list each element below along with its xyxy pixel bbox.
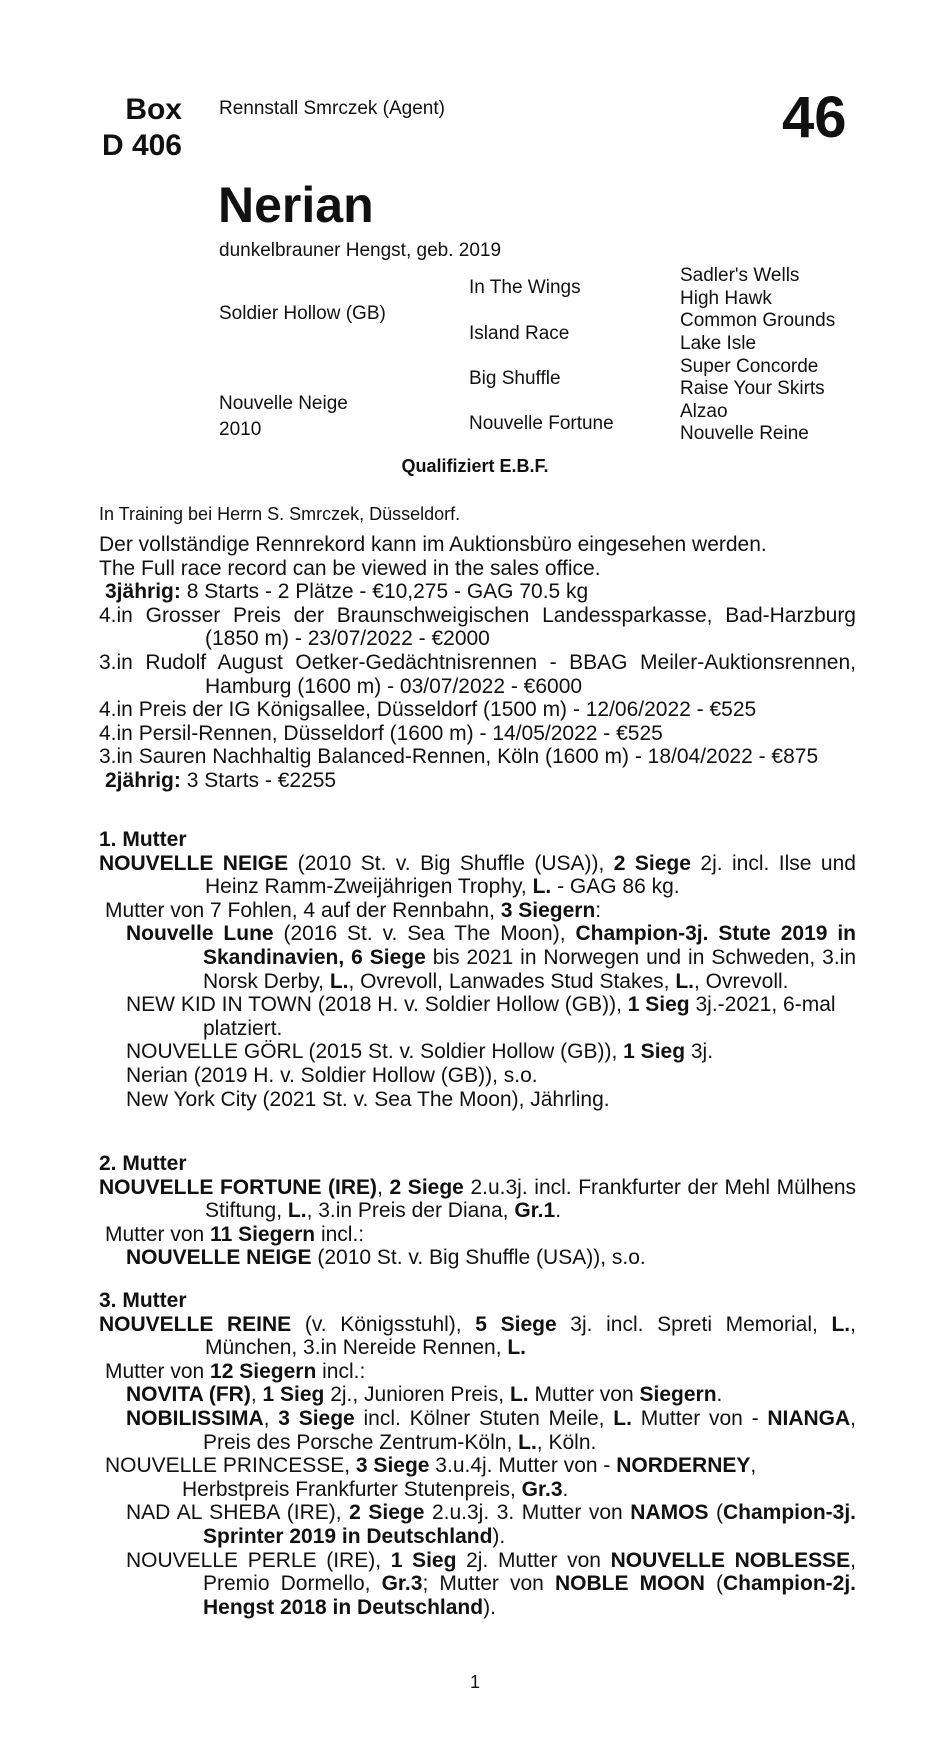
record-3yo: 3jährig: 8 Starts - 2 Plätze - €10,275 - GAG 70.5 kg — [105, 580, 589, 604]
pedigree-g6: Raise Your Skirts — [680, 378, 825, 399]
record-2yo: 2jährig: 3 Starts - €2255 — [105, 768, 337, 792]
produce-summary: Mutter von 7 Fohlen, 4 auf der Rennbahn, 3 Siegern: — [105, 898, 602, 922]
race-line: 3.in Sauren Nachhaltig Balanced-Rennen, Köln (1600 m) - 18/04/2022 - €875 — [99, 745, 819, 769]
produce-line: NOBILISSIMA, 3 Siege incl. Kölner Stuten Meile, L. Mutter von - NIANGA, Preis des Porsche Zentrum-Köln, L., Köln. — [126, 1406, 857, 1454]
pedigree-g4: Lake Isle — [680, 333, 757, 354]
box-label: Box D 406 — [101, 93, 182, 162]
lot-number: 46 — [782, 85, 847, 150]
pedigree-dam-year: 2010 — [219, 419, 262, 440]
race-line: 4.in Preis der IG Königsallee, Düsseldorf (1500 m) - 12/06/2022 - €525 — [99, 698, 757, 722]
pedigree-dam: Nouvelle Neige — [219, 393, 348, 414]
pedigree-dam-dam: Nouvelle Fortune — [469, 413, 614, 434]
horse-name: Nerian — [218, 177, 374, 233]
section-heading: 3. Mutter — [99, 1289, 187, 1312]
produce-line: Nerian (2019 H. v. Soldier Hollow (GB)), s.o. — [126, 1063, 538, 1087]
dam-entry: NOUVELLE REINE (v. Königsstuhl), 5 Siege 3j. incl. Spreti Memorial, L., München, 3.in Nereide Rennen, L. — [99, 1312, 856, 1360]
produce-line: NOUVELLE GÖRL (2015 St. v. Soldier Hollow (GB)), 1 Sieg 3j. — [126, 1040, 714, 1064]
record-note-de: Der vollständige Rennrekord kann im Auktionsbüro eingesehen werden. — [99, 533, 767, 556]
produce-line: NOUVELLE PERLE (IRE), 1 Sieg 2j. Mutter von NOUVELLE NOBLESSE, Premio Dormello, Gr.3; Mutter von NOBLE MOON (Champion-2j. Hengst 2018 in Deutschland). — [126, 1548, 857, 1619]
pedigree-sire-sire: In The Wings — [469, 277, 581, 298]
pedigree-g7: Alzao — [680, 401, 728, 422]
produce-line: NEW KID IN TOWN (2018 H. v. Soldier Hollow (GB)), 1 Sieg 3j.-2021, 6-mal platziert. — [126, 993, 836, 1040]
pedigree-g3: Common Grounds — [680, 310, 836, 331]
race-record — [99, 533, 856, 793]
dam-entry: NOUVELLE FORTUNE (IRE), 2 Siege 2.u.3j. incl. Frankfurter der Mehl Mülhens Stiftung, L., 3.in Preis der Diana, Gr.1. — [99, 1175, 857, 1223]
record-note-en: The Full race record can be viewed in the sales office. — [99, 556, 601, 580]
produce-line: NOUVELLE PRINCESSE, 3 Siege 3.u.4j. Mutter von - NORDERNEY, Herbstpreis Frankfurter Stutenpreis, Gr.3. — [105, 1454, 757, 1501]
training-info: In Training bei Herrn S. Smrczek, Düsseldorf. — [99, 504, 461, 524]
produce-line: NOVITA (FR), 1 Sieg 2j., Junioren Preis, L. Mutter von Siegern. — [126, 1383, 723, 1407]
dam-entry: NOUVELLE NEIGE (2010 St. v. Big Shuffle (USA)), 2 Siege 2j. incl. Ilse und Heinz Ramm-Zweijährigen Trophy, L. - GAG 86 kg. — [99, 851, 856, 899]
pedigree-g2: High Hawk — [680, 288, 772, 309]
third-dam-section — [99, 1289, 856, 1619]
first-dam-section — [99, 828, 856, 1111]
produce-line: New York City (2021 St. v. Sea The Moon), Jährling. — [126, 1087, 610, 1111]
pedigree-sire-dam: Island Race — [469, 323, 570, 344]
pedigree-dam-sire: Big Shuffle — [469, 368, 561, 389]
produce-summary: Mutter von 11 Siegern incl.: — [105, 1222, 365, 1246]
race-line: 4.in Persil-Rennen, Düsseldorf (1600 m) - 14/05/2022 - €525 — [99, 721, 663, 745]
pedigree-g8: Nouvelle Reine — [680, 423, 809, 444]
produce-line: NOUVELLE NEIGE (2010 St. v. Big Shuffle (USA)), s.o. — [126, 1246, 646, 1270]
consignor: Rennstall Smrczek (Agent) — [219, 98, 445, 119]
second-dam-section — [99, 1152, 856, 1270]
page-number: 1 — [469, 1672, 480, 1692]
race-line: 4.in Grosser Preis der Braunschweigischen Landessparkasse, Bad-Harzburg (1850 m) - 23/07/2022 - €2000 — [99, 603, 856, 651]
produce-summary: Mutter von 12 Siegern incl.: — [105, 1359, 366, 1383]
horse-description: dunkelbrauner Hengst, geb. 2019 — [219, 240, 502, 261]
race-line: 3.in Rudolf August Oetker-Gedächtnisrennen - BBAG Meiler-Auktionsrennen, Hamburg (1600 m) - 03/07/2022 - €6000 — [99, 650, 856, 698]
produce-line: NAD AL SHEBA (IRE), 2 Siege 2.u.3j. 3. Mutter von NAMOS (Champion-3j. Sprinter 2019 in Deutschland). — [126, 1501, 857, 1548]
qualification: Qualifiziert E.B.F. — [401, 456, 549, 476]
section-heading: 1. Mutter — [99, 828, 187, 851]
pedigree-g5: Super Concorde — [680, 356, 819, 377]
produce-line: Nouvelle Lune (2016 St. v. Sea The Moon), Champion-3j. Stute 2019 in Skandinavien, 6 Siege bis 2021 in Norwegen und in Schweden, 3.in Norsk Derby, L., Ovrevoll, Lanwades Stud Stakes, L., Ovrevoll. — [126, 922, 857, 993]
pedigree-sire: Soldier Hollow (GB) — [219, 303, 386, 324]
pedigree-g1: Sadler's Wells — [680, 265, 800, 286]
section-heading: 2. Mutter — [99, 1152, 187, 1175]
